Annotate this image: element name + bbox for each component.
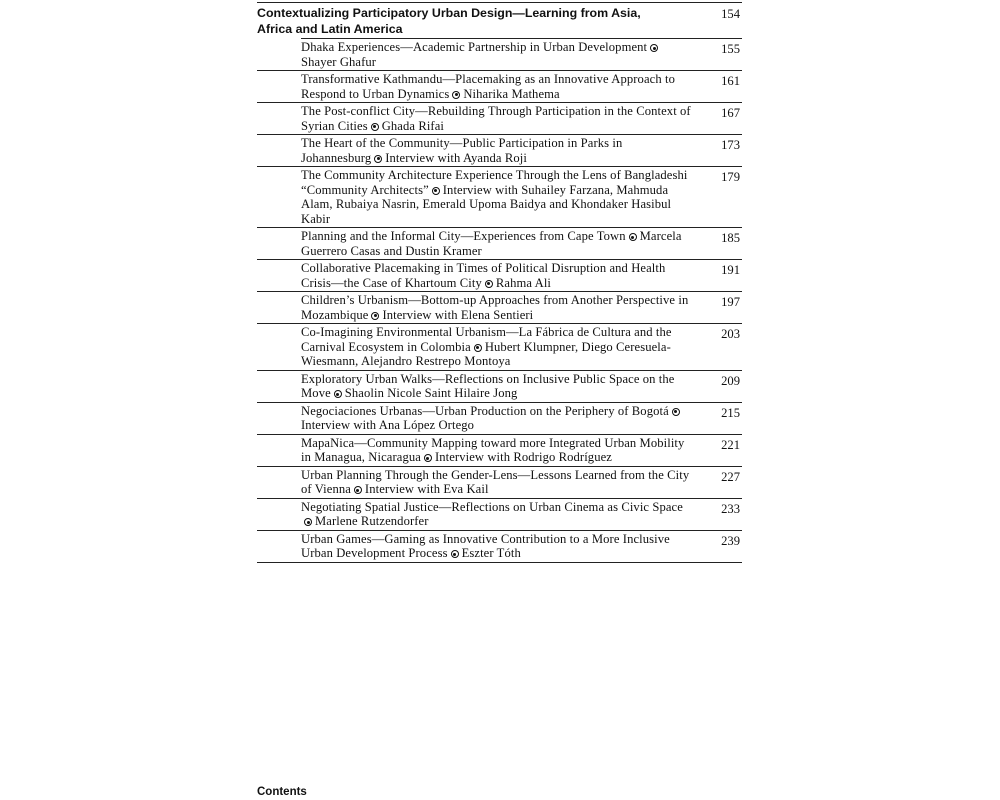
section-heading-row [257,2,742,38]
bullet-dot-icon [452,91,460,99]
entry-author: Interview with Rodrigo Rodríguez [434,450,612,464]
entry-page-number: 227 [721,469,740,484]
entry-author: Shaolin Nicole Saint Hilaire Jong [344,386,518,400]
entry-author: Eszter Tóth [461,546,521,560]
toc-entry-text [301,468,693,497]
entry-author: Interview with Ayanda Roji [385,150,527,165]
running-footer-label: Contents [257,786,307,798]
toc-entry[interactable] [257,102,742,134]
toc-entry-text [301,72,693,101]
toc-entries [257,38,742,563]
entry-page-number: 173 [721,138,740,152]
toc-entry-text [301,168,693,226]
section-page-number: 154 [721,7,740,21]
entry-page-number: 167 [721,106,740,120]
toc-entry[interactable] [257,166,742,227]
bullet-dot-icon [629,233,637,241]
entry-title: The Heart of the Community—Public Participation in Parks in Johannesburg [301,136,623,165]
bullet-dot-icon [650,44,658,52]
entry-title: The Post-conflict City—Rebuilding Through Participation in the Context of Syrian Cities [301,104,691,133]
entry-page-number: 209 [721,373,740,388]
bullet-dot-icon [451,550,459,558]
entry-title: MapaNica—Community Mapping toward more Integrated Urban Mobility in Managua, Nicaragua [301,435,685,464]
entry-author: Interview with Eva Kail [364,482,489,496]
bullet-dot-icon [474,344,482,352]
entry-title: The Community Architecture Experience Through the Lens of Bangladeshi “Community Architects” [301,168,688,197]
toc-entry-text [301,372,693,401]
entry-title: Planning and the Informal City—Experiences from Cape Town [301,229,626,243]
bullet-dot-icon [424,454,432,462]
toc-entry-text [301,104,693,133]
entry-title: Collaborative Placemaking in Times of Political Disruption and Health Crisis—the Case of Khartoum City [301,261,666,290]
entry-title: Co-Imagining Environmental Urbanism—La Fábrica de Cultura and the Carnival Ecosystem in Colombia [301,325,672,354]
entry-author: Niharika Mathema [463,86,560,101]
bullet-dot-icon [354,486,362,494]
toc-entry[interactable] [257,466,742,498]
toc-entry-text [301,293,693,322]
bullet-dot-icon [374,155,382,163]
entry-page-number: 203 [721,327,740,341]
table-of-contents [257,2,742,563]
bullet-dot-icon [334,390,342,398]
entry-page-number: 179 [721,170,740,184]
bullet-dot-icon [371,123,379,131]
entry-title: Urban Planning Through the Gender-Lens—Lessons Learned from the City of Vienna [301,467,690,496]
entry-author: Shayer Ghafur [301,54,377,69]
entry-author: Rahma Ali [495,275,552,290]
toc-entry[interactable] [257,498,742,530]
entry-page-number: 191 [721,263,740,277]
entry-page-number: 161 [721,74,740,88]
entry-title: Exploratory Urban Walks—Reflections on Inclusive Public Space on the Move [301,371,675,400]
toc-entry-text [301,436,693,465]
entry-title: Urban Games—Gaming as Innovative Contribution to a More Inclusive Urban Development Process [301,531,670,560]
bullet-dot-icon [672,408,680,416]
toc-entry[interactable] [257,434,742,466]
toc-entry-text [301,532,693,561]
entry-page-number: 215 [721,405,740,420]
entry-author: Hubert Klumpner, Diego Ceresuela-Wiesmann, Alejandro Restrepo Montoya [301,339,671,368]
toc-entry[interactable] [257,323,742,370]
toc-entry[interactable] [257,370,742,402]
toc-entry-text [301,229,693,258]
entry-title: Transformative Kathmandu—Placemaking as an Innovative Approach to Respond to Urban Dynamics [301,72,675,101]
toc-entry[interactable] [257,227,742,259]
entry-page-number: 221 [721,437,740,452]
toc-entry[interactable] [257,259,742,291]
toc-entry[interactable] [257,291,742,323]
entry-author: Interview with Suhailey Farzana, Mahmuda Alam, Rubaiya Nasrin, Emerald Upoma Baidya and Khondaker Hasibul Kabir [301,182,672,226]
toc-entry[interactable] [257,134,742,166]
toc-entry[interactable] [257,70,742,102]
toc-entry-text [301,136,693,165]
toc-entry[interactable] [257,402,742,434]
section-title: Contextualizing Participatory Urban Design—Learning from Asia, Africa and Latin America [257,6,641,36]
toc-entry[interactable] [257,530,742,562]
toc-entry-text [301,261,693,290]
entry-title: Children’s Urbanism—Bottom-up Approaches from Another Perspective in Mozambique [301,293,689,322]
entry-author: Interview with Ana López Ortego [301,418,475,432]
entry-author: Marlene Rutzendorfer [315,514,429,528]
bullet-dot-icon [371,312,379,320]
entry-page-number: 155 [721,42,740,56]
entry-page-number: 197 [721,295,740,309]
entry-title: Negociaciones Urbanas—Urban Production on the Periphery of Bogotá [301,403,669,418]
toc-entry-text [301,325,693,369]
entry-title: Dhaka Experiences—Academic Partnership in Urban Development [301,40,648,54]
toc-entry-text [301,500,693,529]
entry-page-number: 239 [721,533,740,548]
toc-entry[interactable] [301,38,742,70]
entry-page-number: 185 [721,231,740,245]
toc-entry-text [301,40,693,69]
bullet-dot-icon [304,518,312,526]
entry-author: Interview with Elena Sentieri [382,307,534,322]
bullet-dot-icon [485,280,493,288]
toc-entry-text [301,404,693,433]
entry-author: Ghada Rifai [381,118,445,133]
bullet-dot-icon [432,187,440,195]
entry-author: Marcela Guerrero Casas and Dustin Kramer [301,229,682,258]
entry-page-number: 233 [721,501,740,516]
entry-title: Negotiating Spatial Justice—Reflections on Urban Cinema as Civic Space [301,499,683,514]
